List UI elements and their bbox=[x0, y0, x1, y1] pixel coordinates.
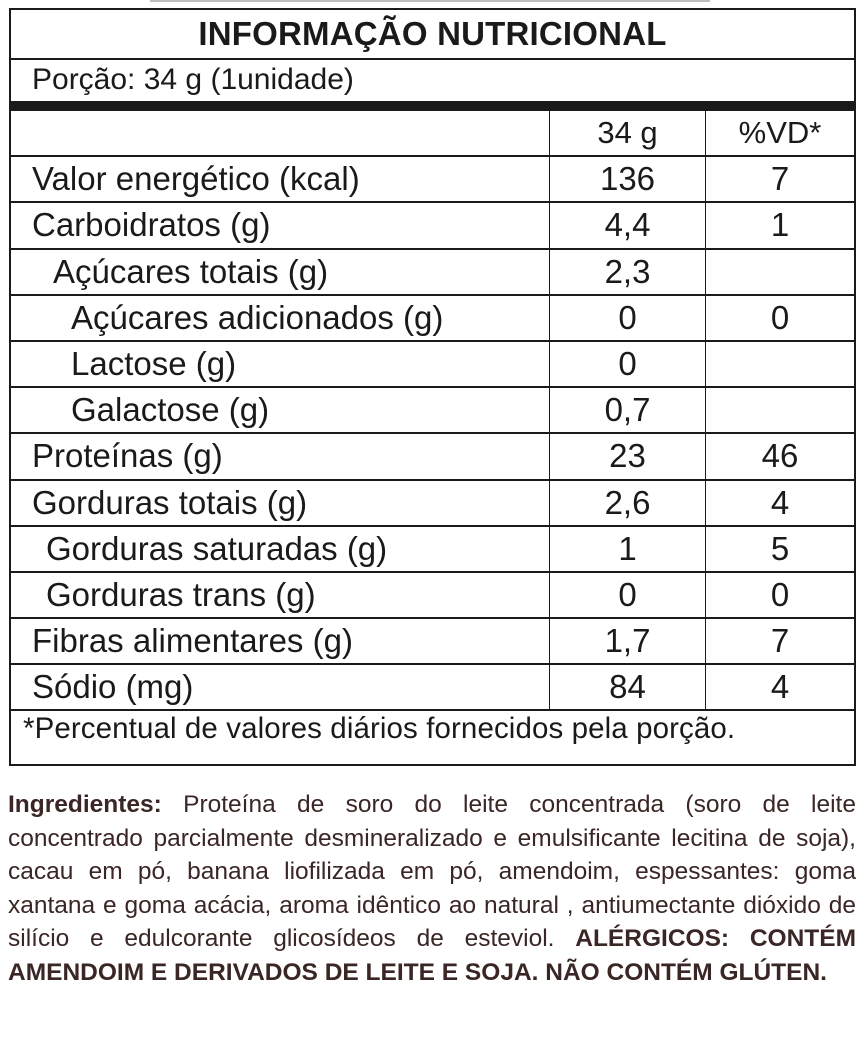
nutrient-name: Sódio (mg) bbox=[32, 668, 194, 706]
table-row bbox=[11, 388, 854, 434]
nutrient-vd bbox=[705, 250, 854, 294]
nutrient-qty: 1,7 bbox=[549, 619, 705, 663]
nutrient-qty: 84 bbox=[549, 665, 705, 709]
nutrient-qty: 2,6 bbox=[549, 481, 705, 525]
nutrient-name: Proteínas (g) bbox=[32, 437, 223, 475]
ingredients-paragraph bbox=[8, 788, 856, 990]
nutrient-qty: 136 bbox=[549, 157, 705, 201]
ingredients-label: Ingredientes: bbox=[8, 791, 162, 818]
table-row bbox=[11, 203, 854, 249]
nutrient-name: Açúcares totais (g) bbox=[53, 252, 329, 290]
nutrient-name: Valor energético (kcal) bbox=[32, 160, 360, 198]
table-row bbox=[11, 481, 854, 527]
table-row bbox=[11, 619, 854, 665]
vd-footnote: *Percentual de valores diários fornecidos pela porção. bbox=[23, 712, 736, 745]
allergen-warning: ALÉRGICOS: CONTÉM AMENDOIM E DERIVADOS DE LEITE E SOJA. NÃO CONTÉM GLÚTEN. bbox=[8, 925, 857, 986]
nutrient-vd bbox=[705, 342, 854, 386]
table-row bbox=[11, 434, 854, 480]
nutrient-name: Carboidratos (g) bbox=[32, 206, 271, 244]
table-row bbox=[11, 342, 854, 388]
nutrient-vd bbox=[705, 388, 854, 432]
nutrient-vd: 4 bbox=[705, 481, 854, 525]
table-row bbox=[11, 250, 854, 296]
nutrient-name: Fibras alimentares (g) bbox=[32, 622, 353, 660]
nutrient-qty: 0 bbox=[549, 296, 705, 340]
nutrient-grid bbox=[11, 111, 854, 711]
nutrient-vd: 0 bbox=[705, 573, 854, 617]
nutrient-qty: 23 bbox=[549, 434, 705, 478]
nutrient-name: Gorduras totais (g) bbox=[32, 483, 308, 521]
nutrient-vd: 5 bbox=[705, 527, 854, 571]
nutrient-vd: 46 bbox=[705, 434, 854, 478]
nutrient-name: Lactose (g) bbox=[71, 345, 237, 383]
nutrient-vd: 7 bbox=[705, 157, 854, 201]
nutrient-name: Açúcares adicionados (g) bbox=[71, 298, 444, 336]
nutrient-qty: 1 bbox=[549, 527, 705, 571]
ingredients-text: Proteína de soro do leite concentrada (soro de leite concentrado parcialmente desmineralizado e emulsificante lecitina de soja), cacau em pó, banana liofilizada em pó, amendoim, espessantes: goma xantana e goma acácia, aroma idêntico ao natural , antiumectante dióxido de silício e edulcorante glicosídeos de esteviol. bbox=[8, 791, 856, 953]
nutrient-vd: 4 bbox=[705, 665, 854, 709]
nutrient-qty: 0 bbox=[549, 342, 705, 386]
table-row bbox=[11, 665, 854, 711]
table-row bbox=[11, 573, 854, 619]
table-header-row bbox=[11, 111, 854, 157]
nutrient-vd: 1 bbox=[705, 203, 854, 247]
table-row bbox=[11, 296, 854, 342]
nutrient-qty: 4,4 bbox=[549, 203, 705, 247]
nutrient-name: Gorduras saturadas (g) bbox=[46, 529, 388, 567]
nutrient-vd: 0 bbox=[705, 296, 854, 340]
nutrient-vd: 7 bbox=[705, 619, 854, 663]
nutrition-facts-table bbox=[9, 8, 856, 766]
nutrient-qty: 0,7 bbox=[549, 388, 705, 432]
top-divider bbox=[150, 0, 710, 2]
header-vd: %VD* bbox=[705, 111, 854, 155]
table-title: INFORMAÇÃO NUTRICIONAL bbox=[198, 15, 667, 52]
nutrient-qty: 2,3 bbox=[549, 250, 705, 294]
header-name-cell bbox=[11, 111, 549, 155]
nutrient-qty: 0 bbox=[549, 573, 705, 617]
table-row bbox=[11, 527, 854, 573]
thick-divider bbox=[11, 101, 854, 111]
nutrient-name: Gorduras trans (g) bbox=[46, 575, 316, 613]
table-row bbox=[11, 157, 854, 203]
portion-text: Porção: 34 g (1unidade) bbox=[32, 63, 354, 96]
nutrient-name: Galactose (g) bbox=[71, 391, 270, 429]
header-qty: 34 g bbox=[549, 111, 705, 155]
